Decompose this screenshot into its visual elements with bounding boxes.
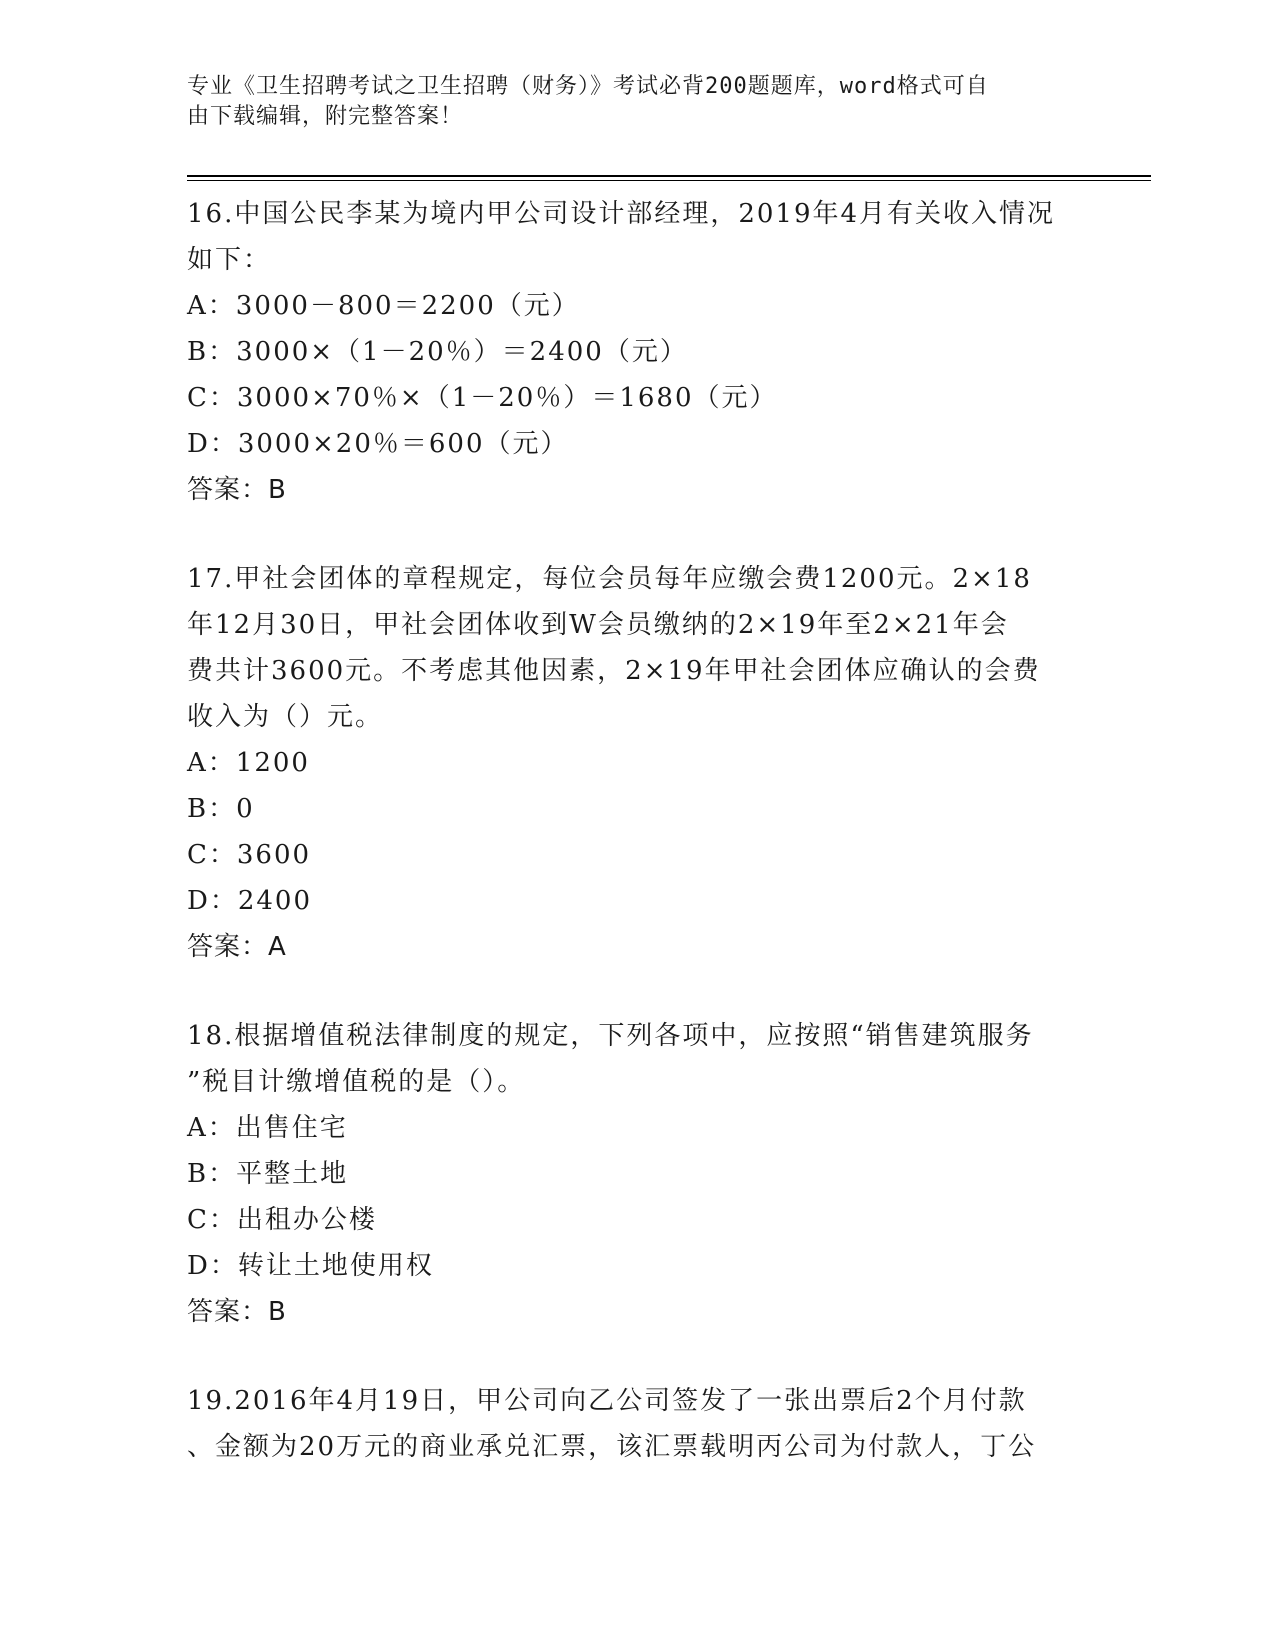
question-list bbox=[187, 191, 1087, 1470]
option-b: B：3000×（1－20％）＝2400（元） bbox=[187, 337, 688, 367]
question-spacer bbox=[187, 513, 1087, 556]
question-text: 收入为（）元。 bbox=[187, 702, 384, 732]
option-a: A：1200 bbox=[187, 748, 310, 778]
header-line: 由下载编辑，附完整答案！ bbox=[187, 104, 464, 129]
option-a: A：出售住宅 bbox=[187, 1113, 348, 1143]
option-a: A：3000－800＝2200（元） bbox=[187, 291, 580, 321]
option-c: C：3000×70％×（1－20％）＝1680（元） bbox=[187, 383, 778, 413]
question-text: 费共计3600元。不考虑其他因素，2×19年甲社会团体应确认的会费 bbox=[187, 656, 1041, 686]
answer-text: 答案：A bbox=[187, 932, 287, 962]
question-text: 19.2016年4月19日，甲公司向乙公司签发了一张出票后2个月付款 bbox=[187, 1386, 1027, 1416]
question-text: 、金额为20万元的商业承兑汇票，该汇票载明丙公司为付款人，丁公 bbox=[187, 1432, 1037, 1462]
question-text: 17.甲社会团体的章程规定，每位会员每年应缴会费1200元。2×18 bbox=[187, 564, 1032, 594]
header-divider bbox=[187, 175, 1151, 177]
answer-text: 答案：B bbox=[187, 1297, 287, 1327]
page-header bbox=[187, 72, 1067, 132]
option-c: C：出租办公楼 bbox=[187, 1205, 377, 1235]
question-spacer bbox=[187, 1335, 1087, 1378]
header-line: 专业《卫生招聘考试之卫生招聘（财务）》考试必背200题题库，word格式可自 bbox=[187, 74, 989, 99]
question-block bbox=[187, 1378, 1087, 1470]
question-text: ”税目计缴增值税的是（）。 bbox=[187, 1067, 526, 1097]
option-c: C：3600 bbox=[187, 840, 312, 870]
question-block bbox=[187, 556, 1087, 970]
question-block bbox=[187, 1013, 1087, 1335]
answer-text: 答案：B bbox=[187, 475, 287, 505]
question-spacer bbox=[187, 970, 1087, 1013]
question-text: 如下： bbox=[187, 245, 272, 275]
option-d: D：3000×20％＝600（元） bbox=[187, 429, 569, 459]
question-block bbox=[187, 191, 1087, 513]
option-b: B：0 bbox=[187, 794, 255, 824]
question-text: 18.根据增值税法律制度的规定，下列各项中，应按照“销售建筑服务 bbox=[187, 1021, 1034, 1051]
header-divider-thin bbox=[187, 180, 1151, 181]
question-text: 年12月30日，甲社会团体收到W会员缴纳的2×19年至2×21年会 bbox=[187, 610, 1009, 640]
option-d: D：2400 bbox=[187, 886, 313, 916]
option-b: B：平整土地 bbox=[187, 1159, 349, 1189]
question-text: 16.中国公民李某为境内甲公司设计部经理，2019年4月有关收入情况 bbox=[187, 199, 1056, 229]
option-d: D：转让土地使用权 bbox=[187, 1251, 434, 1281]
